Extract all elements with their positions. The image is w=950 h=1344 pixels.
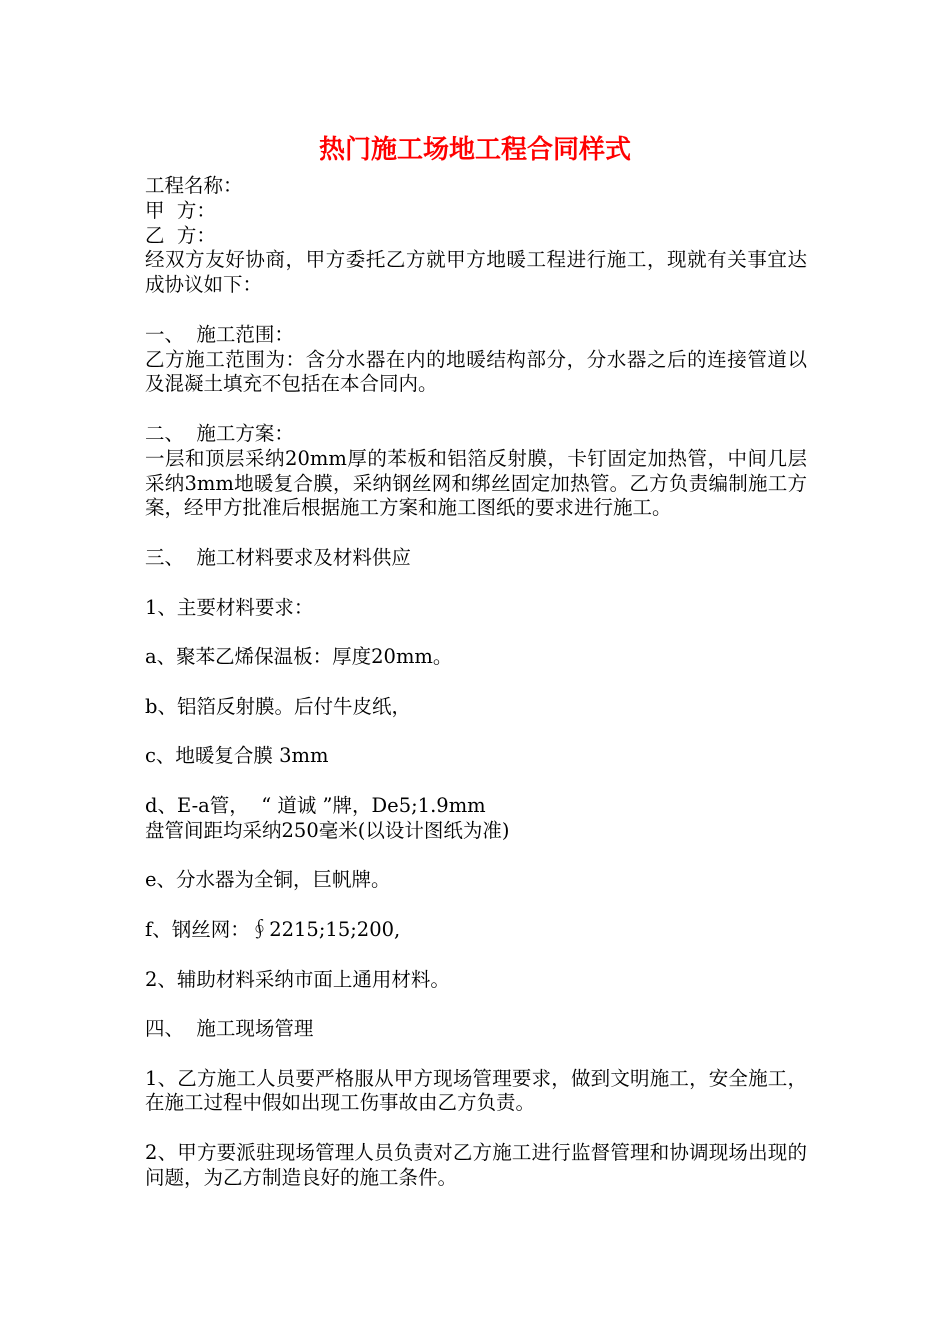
spacer [145,720,807,745]
section-4-heading: 四、 施工现场管理 [145,1017,314,1041]
section-3-heading: 三、 施工材料要求及材料供应 [145,545,411,569]
auxiliary-materials: 2、辅助材料采纳市面上通用材料。 [145,967,450,991]
spacer [145,943,807,968]
section-4-paragraph-2: 2、甲方要派驻现场管理人员负责对乙方施工进行监督管理和协调现场出现的问题，为乙方制造良好的施工条件。 [145,1141,807,1189]
section-4-paragraph-1: 1、乙方施工人员要严格服从甲方现场管理要求，做到文明施工，安全施工，在施工过程中假如出现工伤事故由乙方负责。 [145,1066,807,1115]
material-item-c: c、地暖复合膜 3mm [145,744,329,768]
material-item-d: d、E-a管， “ 道诚 ”牌，De5;1.9mm [145,793,486,817]
spacer [145,670,807,695]
section-2-text: 一层和顶层采纳20mm厚的苯板和铝箔反射膜，卡钉固定加热管，中间几层采纳3mm地暖复合膜，采纳钢丝网和绑丝固定加热管。乙方负责编制施工方案，经甲方批准后根据施工方案和施工图纸的要求进行施工。 [145,446,807,520]
party-a-line: 甲 方： [145,198,216,222]
contract-body [145,174,807,1191]
spacer [145,397,807,422]
section-1-heading: 一、 施工范围： [145,322,294,346]
document-title: 热门施工场地工程合同样式 [318,135,631,165]
material-item-b: b、铝箔反射膜。后付牛皮纸， [145,694,411,718]
spacer [145,1116,807,1141]
spacer [145,620,807,645]
spacer [145,844,807,869]
spacer [145,521,807,546]
material-item-a: a、聚苯乙烯保温板：厚度20mm。 [145,645,453,669]
spacer [145,769,807,794]
section-1-text: 乙方施工范围为：含分水器在内的地暖结构部分，分水器之后的连接管道以及混凝土填充不包括在本合同内。 [145,347,807,396]
main-material-requirements: 1、主要材料要求： [145,595,314,619]
material-item-d-note: 盘管间距均采纳250毫米(以设计图纸为准) [145,818,510,842]
spacer [145,992,807,1017]
section-2-heading: 二、 施工方案： [145,421,294,445]
material-item-e: e、分水器为全铜，巨帆牌。 [145,868,391,892]
spacer [145,571,807,596]
spacer [145,1042,807,1067]
material-item-f: f、钢丝网：∮2215;15;200, [145,917,401,941]
party-b-line: 乙 方： [145,223,216,247]
intro-paragraph: 经双方友好协商，甲方委托乙方就甲方地暖工程进行施工，现就有关事宜达成协议如下： [145,248,807,297]
project-name-line: 工程名称： [145,174,243,197]
spacer [145,298,807,323]
spacer [145,893,807,918]
